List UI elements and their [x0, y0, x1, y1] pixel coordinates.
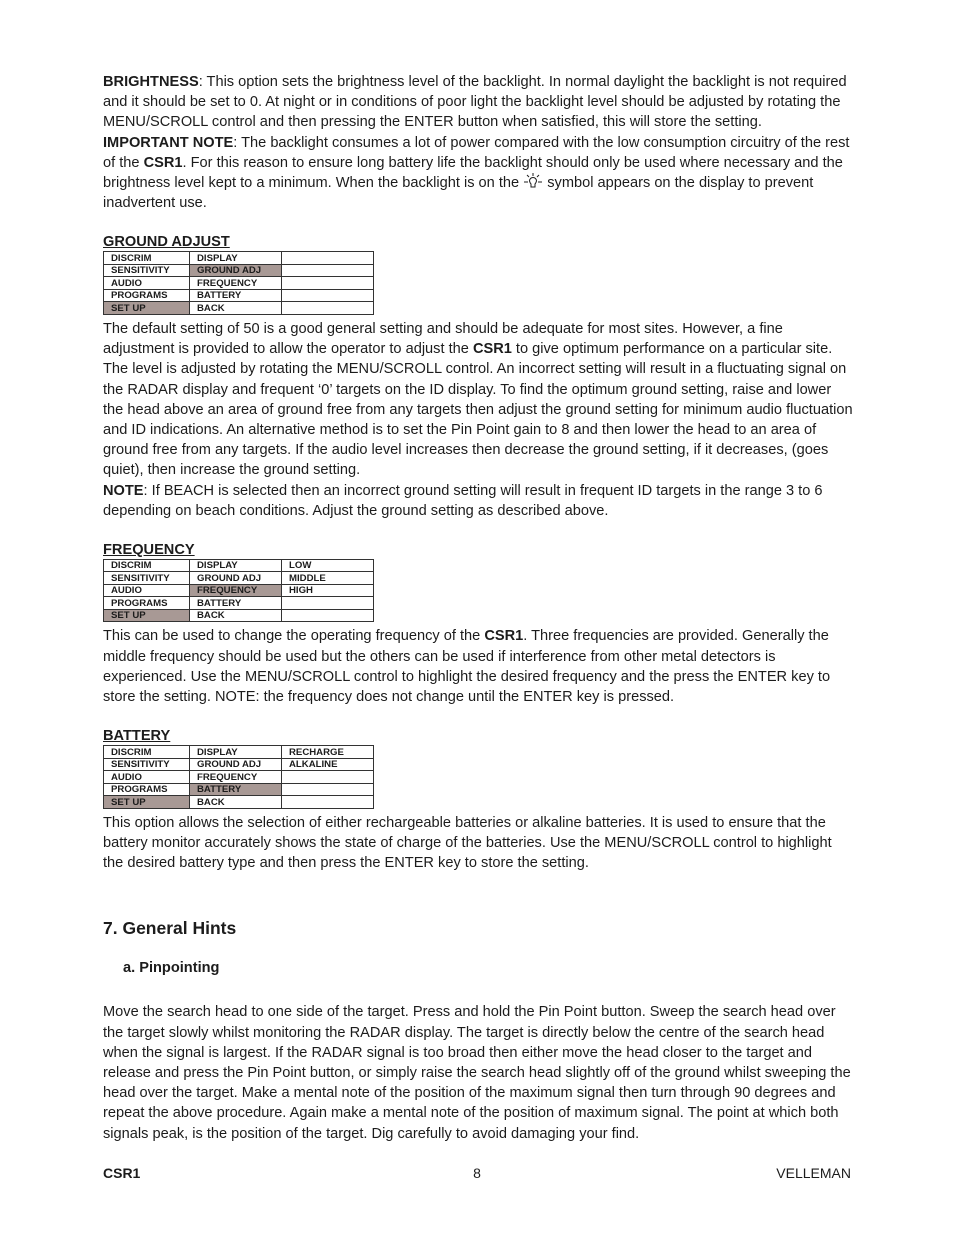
menu-cell — [282, 771, 374, 784]
frequency-menu-table — [103, 559, 374, 623]
menu-cell: DISCRIM — [104, 746, 190, 759]
frequency-text-2: . Three frequencies are provided. Generally the middle frequency should be used but the others can be used if interference from other metal detectors is experienced. Use the MENU/SCROLL control to highlight the desired frequency and the press the ENTER key to store the setting. NOTE: the frequency does not change until the ENTER key is pressed. — [103, 628, 831, 706]
page-footer — [103, 1165, 851, 1183]
menu-cell: BACK — [190, 796, 282, 809]
menu-cell: AUDIO — [104, 771, 190, 784]
pinpointing-paragraph: Move the search head to one side of the target. Press and hold the Pin Point button. Sweep the search head over the target slowly whilst monitoring the RADAR display. The target is directly below the centre of the search head when the signal is largest. If the RADAR signal is too broad then either move the head closer to the target and release and press the Pin Point button, or simply raise the search head slightly off of the ground whilst sweeping the head over the target. Make a mental note of the position of the maximum signal then turn through 90 degrees and repeat the above procedure. Again make a mental note of the position of maximum signal. The point at which both signals peak, is the position of the target. Dig carefully to avoid damaging your find. — [103, 1004, 851, 1142]
menu-cell: DISCRIM — [104, 559, 190, 572]
brightness-text: : This option sets the brightness level of the backlight. In normal daylight the backlight is not required and it should be set to 0. At night or in conditions of poor light the backlight level should be adjusted by rotating the MENU/SCROLL control and then pressing the ENTER button when satisfied, this will store the setting. — [103, 74, 847, 131]
general-hints-heading: 7. General Hints — [103, 918, 237, 939]
table-row — [104, 277, 374, 290]
table-row — [104, 746, 374, 759]
csr1-label: CSR1 — [472, 341, 512, 358]
menu-cell-highlighted: GROUND ADJ — [190, 264, 282, 277]
menu-cell-highlighted: FREQUENCY — [190, 584, 282, 597]
table-row — [104, 771, 374, 784]
menu-cell: SENSITIVITY — [104, 264, 190, 277]
menu-cell: BATTERY — [190, 597, 282, 610]
menu-cell: AUDIO — [104, 584, 190, 597]
menu-cell — [282, 796, 374, 809]
menu-cell: HIGH — [282, 584, 374, 597]
footer-brand: VELLEMAN — [776, 1165, 851, 1181]
csr1-label: CSR1 — [484, 628, 524, 645]
menu-cell — [282, 289, 374, 302]
table-row — [104, 609, 374, 622]
table-row — [104, 559, 374, 572]
csr1-label: CSR1 — [143, 154, 183, 171]
frequency-title: FREQUENCY — [103, 541, 195, 558]
menu-cell: BACK — [190, 609, 282, 622]
menu-cell: FREQUENCY — [190, 771, 282, 784]
menu-cell: GROUND ADJ — [190, 758, 282, 771]
table-row — [104, 572, 374, 585]
menu-cell: PROGRAMS — [104, 289, 190, 302]
brightness-paragraph — [103, 72, 855, 213]
menu-cell: RECHARGE — [282, 746, 374, 759]
menu-cell: SENSITIVITY — [104, 758, 190, 771]
menu-cell: LOW — [282, 559, 374, 572]
table-row — [104, 289, 374, 302]
menu-cell — [282, 277, 374, 290]
frequency-text: This can be used to change the operating frequency of the — [103, 628, 485, 645]
table-row — [104, 597, 374, 610]
battery-menu-table — [103, 745, 374, 809]
menu-cell-highlighted: SET UP — [104, 796, 190, 809]
menu-cell-highlighted: SET UP — [104, 302, 190, 315]
important-note-text-3: symbol appears on the display to prevent inadvertent use. — [103, 175, 814, 212]
menu-cell: GROUND ADJ — [190, 572, 282, 585]
pinpointing-subheading: a. Pinpointing — [123, 960, 220, 977]
ground-adjust-title: GROUND ADJUST — [103, 234, 230, 251]
menu-cell: DISPLAY — [190, 746, 282, 759]
menu-cell: BATTERY — [190, 289, 282, 302]
menu-cell-highlighted: SET UP — [104, 609, 190, 622]
menu-cell: PROGRAMS — [104, 597, 190, 610]
menu-cell — [282, 597, 374, 610]
table-row — [104, 783, 374, 796]
menu-cell: DISPLAY — [190, 559, 282, 572]
table-row — [104, 264, 374, 277]
table-row — [104, 252, 374, 265]
menu-cell — [282, 252, 374, 265]
table-row — [104, 302, 374, 315]
menu-cell: BACK — [190, 302, 282, 315]
menu-cell: MIDDLE — [282, 572, 374, 585]
battery-paragraph: This option allows the selection of either rechargeable batteries or alkaline batteries. It is used to ensure that the battery monitor accurately shows the state of charge of the batteries. Use the MENU/SCROLL control to highlight the desired battery type and then press the ENTER key to store the setting. — [103, 814, 832, 872]
menu-cell: DISCRIM — [104, 252, 190, 265]
brightness-label: BRIGHTNESS — [103, 74, 199, 90]
page-content — [103, 72, 855, 1144]
footer-page-number: 8 — [473, 1165, 481, 1181]
table-row — [104, 796, 374, 809]
note-label: NOTE — [103, 482, 144, 499]
menu-cell: AUDIO — [104, 277, 190, 290]
table-row — [104, 584, 374, 597]
backlight-sun-icon — [523, 173, 543, 189]
frequency-paragraph — [103, 626, 855, 707]
menu-cell — [282, 783, 374, 796]
ground-adjust-paragraph — [103, 319, 855, 521]
menu-cell: DISPLAY — [190, 252, 282, 265]
menu-cell: SENSITIVITY — [104, 572, 190, 585]
menu-cell: FREQUENCY — [190, 277, 282, 290]
footer-model: CSR1 — [103, 1165, 141, 1181]
important-note-text-2: . For this reason to ensure long battery life the backlight should only be used where necessary and the brightness level kept to a minimum. When the backlight is on the — [103, 154, 843, 192]
important-note-text: : The backlight consumes a lot of power compared with the low consumption circuitry of the rest of the — [103, 134, 850, 171]
ground-adjust-menu-table — [103, 251, 374, 315]
menu-cell: PROGRAMS — [104, 783, 190, 796]
menu-cell: ALKALINE — [282, 758, 374, 771]
menu-cell — [282, 264, 374, 277]
important-note-label: IMPORTANT NOTE — [103, 134, 234, 151]
table-row — [104, 758, 374, 771]
menu-cell — [282, 609, 374, 622]
menu-cell — [282, 302, 374, 315]
menu-cell-highlighted: BATTERY — [190, 783, 282, 796]
battery-title: BATTERY — [103, 728, 171, 745]
ground-adjust-text-2: to give optimum performance on a particular site. The level is adjusted by rotating the MENU/SCROLL control. An incorrect setting will result in a fluctuating signal on the RADAR display and frequent ‘0’ targets on the ID display. To find the optimum ground setting, raise and lower the head above an area of ground free from any targets then adjust the ground setting for minimum audio fluctuation and ID indications. An alternative method is to set the Pin Point gain to 8 and then lower the head to an area of ground free from any targets. If the audio level increases then decrease the ground setting, if it decreases, (goes quiet), then increase the ground setting. — [103, 341, 853, 479]
note-text: : If BEACH is selected then an incorrect ground setting will result in frequent ID targets in the range 3 to 6 depending on beach conditions. Adjust the ground setting as described above. — [103, 482, 823, 519]
ground-adjust-text: The default setting of 50 is a good general setting and should be adequate for most sites. However, a fine adjustment is provided to allow the operator to adjust the — [103, 320, 783, 358]
